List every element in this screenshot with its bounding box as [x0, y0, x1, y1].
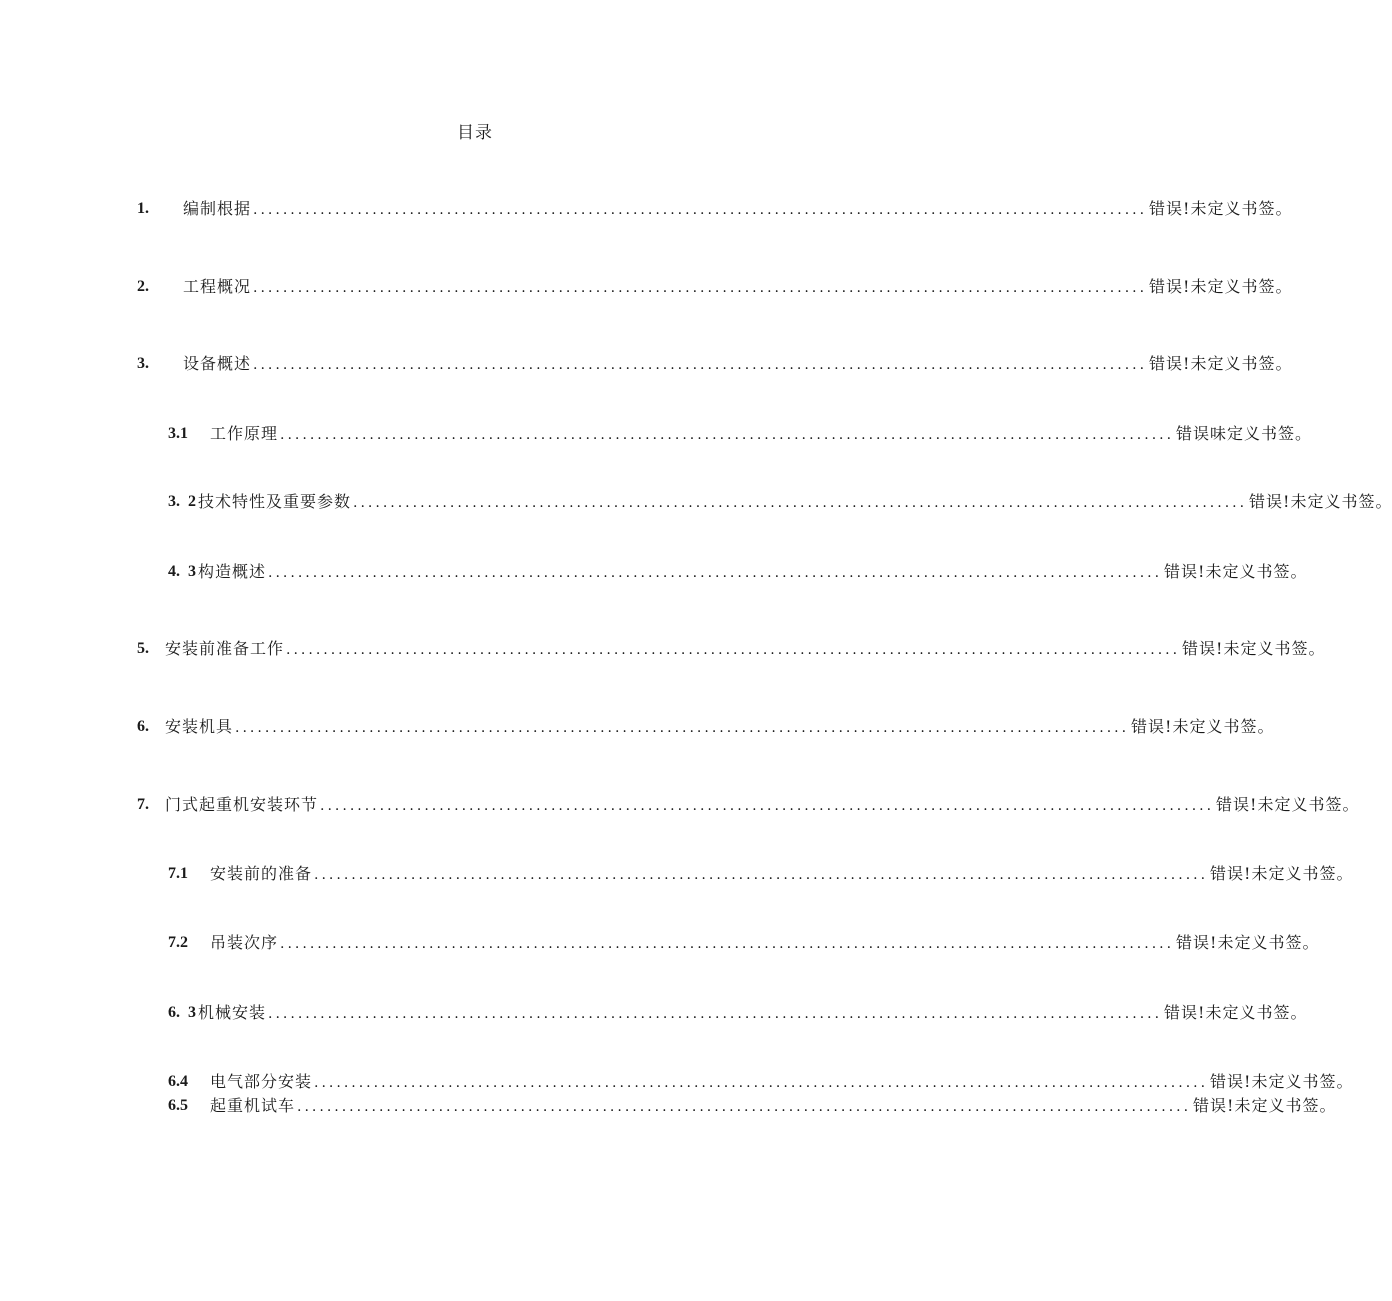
toc-entry-page-ref: 错误!未定义书签。 — [1131, 717, 1275, 736]
toc-entry-page-ref: 错误!未定义书签。 — [1210, 1072, 1354, 1091]
toc-leader-dots: ........................................................................................................................ — [314, 867, 1209, 883]
toc-entry-label: 技术特性及重要参数 — [198, 492, 352, 511]
toc-entry-number: 2. — [137, 278, 149, 295]
toc-leader-dots: ........................................................................................................................ — [280, 427, 1175, 443]
toc-leader-dots: ........................................................................................................................ — [286, 642, 1181, 658]
toc-entry-number: 3.1 — [168, 425, 188, 442]
toc-leader-dots: ........................................................................................................................ — [353, 495, 1248, 511]
toc-entry-page-ref: 错误!未定义书签。 — [1182, 639, 1326, 658]
toc-entry-page-ref: 错误!未定义书签。 — [1164, 1003, 1308, 1022]
toc-entry[interactable] — [168, 1094, 1337, 1118]
toc-entry-page-ref: 错误!未定义书签。 — [1216, 795, 1360, 814]
toc-entry[interactable] — [137, 793, 1360, 817]
toc-entry[interactable] — [168, 490, 1392, 514]
toc-entry-page-ref: 错误!未定义书签。 — [1164, 562, 1308, 581]
toc-entry-number: 6. — [137, 718, 149, 735]
toc-entry-page-ref: 错误!未定义书签。 — [1210, 864, 1354, 883]
toc-entry[interactable] — [137, 197, 1293, 221]
toc-entry-label: 安装前准备工作 — [165, 639, 285, 658]
toc-entry[interactable] — [168, 931, 1320, 955]
toc-entry-number: 7. — [137, 796, 149, 813]
toc-entry[interactable] — [168, 1001, 1308, 1025]
toc-leader-dots: ........................................................................................................................ — [268, 565, 1163, 581]
toc-leader-dots: ........................................................................................................................ — [235, 720, 1130, 736]
toc-entry-number: 7.1 — [168, 865, 188, 882]
toc-entry-page-ref: 错误!未定义书签。 — [1149, 277, 1293, 296]
toc-entry[interactable] — [168, 862, 1354, 886]
toc-entry-label: 机械安装 — [198, 1003, 267, 1022]
toc-entry-number: 5. — [137, 640, 149, 657]
toc-entry-label: 门式起重机安装环节 — [165, 795, 319, 814]
toc-entry-label: 起重机试车 — [210, 1096, 296, 1115]
toc-leader-dots: ........................................................................................................................ — [320, 798, 1215, 814]
toc-entry[interactable] — [137, 352, 1293, 376]
toc-entry-label: 电气部分安装 — [210, 1072, 313, 1091]
toc-leader-dots: ........................................................................................................................ — [314, 1075, 1209, 1091]
toc-entry-page-ref: 错误!未定义书签。 — [1176, 933, 1320, 952]
toc-entry-number: 7.2 — [168, 934, 188, 951]
toc-entry-number: 3. 2 — [168, 493, 196, 510]
toc-entry-label: 安装前的准备 — [210, 864, 313, 883]
toc-entry-page-ref: 错误!未定义书签。 — [1193, 1096, 1337, 1115]
toc-entry-label: 构造概述 — [198, 562, 267, 581]
toc-entry[interactable] — [168, 560, 1308, 584]
toc-leader-dots: ........................................................................................................................ — [268, 1006, 1163, 1022]
toc-entry-label: 安装机具 — [165, 717, 234, 736]
toc-entry-number: 6.5 — [168, 1097, 188, 1114]
toc-entry[interactable] — [137, 715, 1275, 739]
toc-entry-label: 设备概述 — [183, 354, 252, 373]
toc-entry-label: 编制根据 — [183, 199, 252, 218]
toc-leader-dots: ........................................................................................................................ — [253, 280, 1148, 296]
toc-entry[interactable] — [137, 637, 1326, 661]
toc-leader-dots: ........................................................................................................................ — [253, 202, 1148, 218]
toc-leader-dots: ........................................................................................................................ — [280, 936, 1175, 952]
toc-entry-number: 4. 3 — [168, 563, 196, 580]
toc-leader-dots: ........................................................................................................................ — [297, 1099, 1192, 1115]
toc-entry[interactable] — [168, 1070, 1354, 1094]
toc-entry-label: 工作原理 — [210, 424, 279, 443]
toc-entry-number: 1. — [137, 200, 149, 217]
toc-entry-number: 6.4 — [168, 1073, 188, 1090]
toc-entry-label: 工程概况 — [183, 277, 252, 296]
toc-entry-label: 吊装次序 — [210, 933, 279, 952]
toc-entry-page-ref: 错误味定义书签。 — [1176, 424, 1313, 443]
toc-entry-page-ref: 错误!未定义书签。 — [1249, 492, 1392, 511]
toc-title: 目录 — [457, 123, 493, 143]
toc-entry-number: 6. 3 — [168, 1004, 196, 1021]
toc-entry[interactable] — [137, 275, 1293, 299]
toc-entry-page-ref: 错误!未定义书签。 — [1149, 199, 1293, 218]
toc-entry[interactable] — [168, 422, 1313, 446]
toc-entry-number: 3. — [137, 355, 149, 372]
toc-entry-page-ref: 错误!未定义书签。 — [1149, 354, 1293, 373]
toc-leader-dots: ........................................................................................................................ — [253, 357, 1148, 373]
